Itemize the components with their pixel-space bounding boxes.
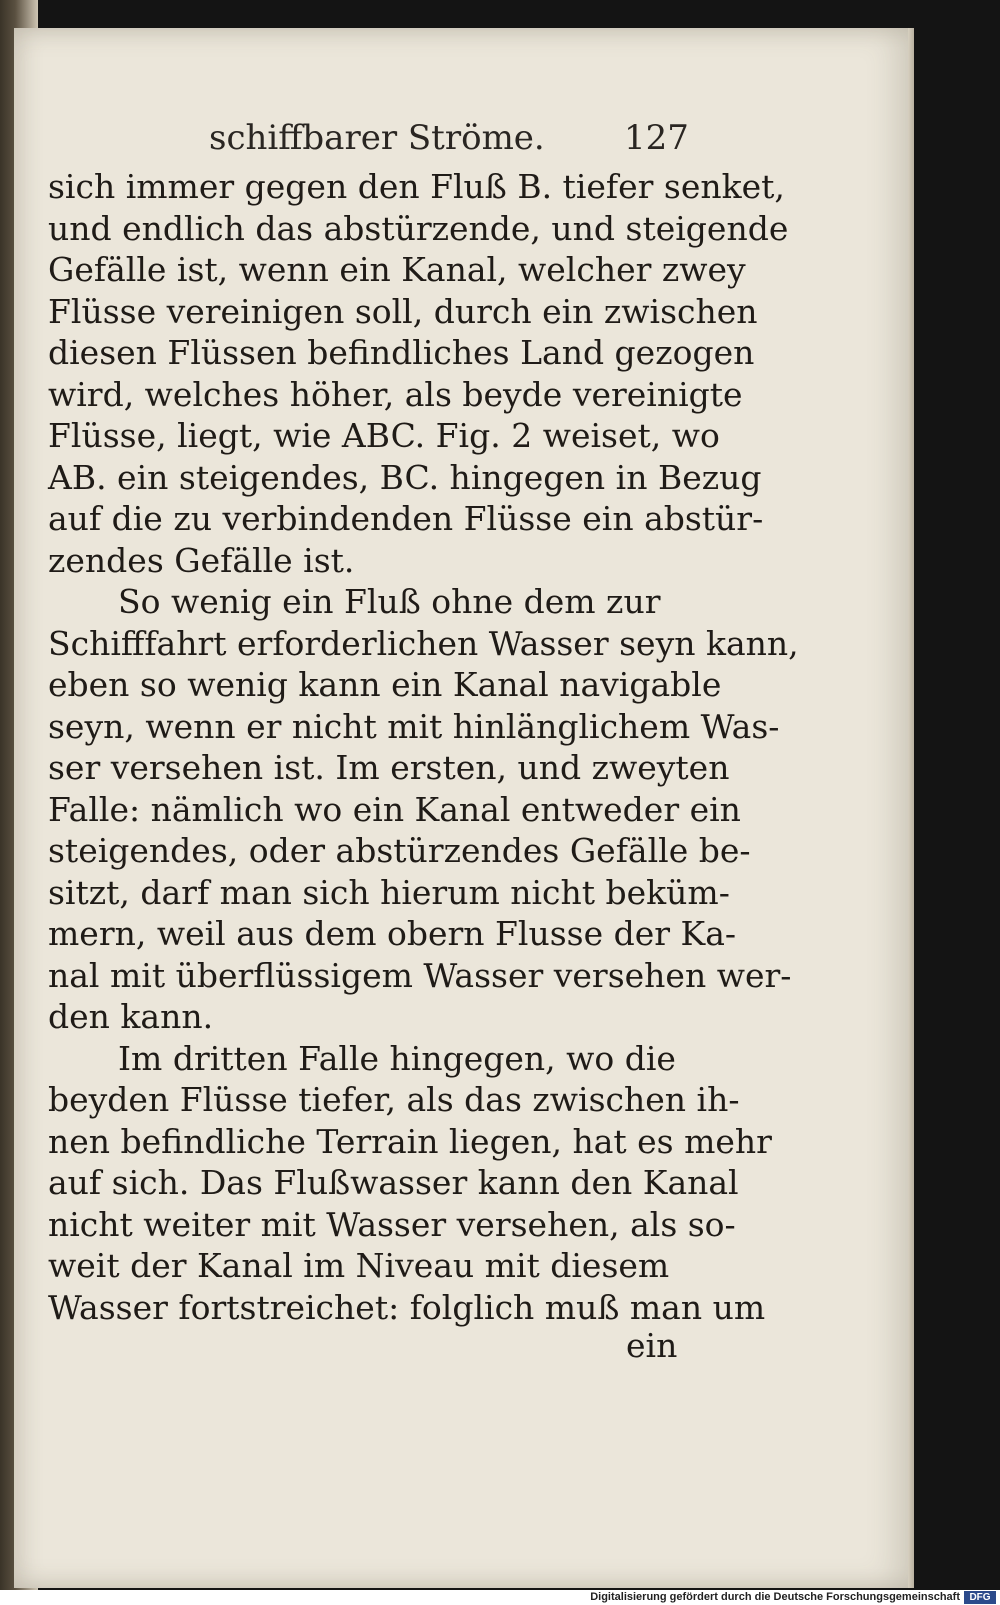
text-line: den kann. [48,997,214,1036]
dfg-logo: DFG [964,1591,996,1604]
running-head: schiffbarer Ströme. [209,118,545,158]
book-page [14,28,914,1588]
text-line: AB. ein steigendes, BC. hingegen in Bezug [48,457,762,497]
text-line: eben so wenig kann ein Kanal navigable [48,665,722,704]
funding-credit: Digitalisierung gefördert durch die Deutsche Forschungsgemeinschaft [590,1591,960,1603]
page-number: 127 [624,118,689,158]
text-line: Wasser fortstreichet: folglich muß man um [48,1287,766,1327]
text-line: Flüsse, liegt, wie ABC. Fig. 2 weiset, wo [48,416,720,455]
text-line: nen befindliche Terrain liegen, hat es mehr [48,1121,772,1161]
text-line: steigendes, oder abstürzendes Gefälle be- [48,831,751,870]
text-line: diesen Flüssen befindliches Land gezogen [48,333,755,372]
text-line: sitzt, darf man sich hierum nicht beküm- [48,872,730,912]
text-line: sich immer gegen den Fluß B. tiefer senket, [48,167,785,206]
text-line: und endlich das abstürzende, und steigende [48,208,789,248]
text-line: nicht weiter mit Wasser versehen, als so- [48,1204,736,1244]
text-line: So wenig ein Fluß ohne dem zur [118,582,661,621]
body-text [48,166,799,1328]
text-line: Falle: nämlich wo ein Kanal entweder ein [48,789,741,829]
text-line: Flüsse vereinigen soll, durch ein zwischen [48,291,758,331]
text-line: Im dritten Falle hingegen, wo die [118,1038,676,1078]
text-line: auf sich. Das Flußwasser kann den Kanal [48,1163,739,1202]
catchword: ein [626,1326,678,1365]
text-line: auf die zu verbindenden Flüsse ein abstür- [48,499,764,538]
text-line: Schifffahrt erforderlichen Wasser seyn kann, [48,623,799,663]
page-edge [908,28,914,1588]
text-line: weit der Kanal im Niveau mit diesem [48,1246,670,1285]
text-line: ser versehen ist. Im ersten, und zweyten [48,748,730,787]
text-line: nal mit überflüssigem Wasser versehen wer- [48,955,792,995]
text-line: mern, weil aus dem obern Flusse der Ka- [48,914,737,953]
text-line: beyden Flüsse tiefer, als das zwischen ih- [48,1080,740,1119]
text-line: seyn, wenn er nicht mit hinlänglichem Was- [48,706,780,746]
text-line: zendes Gefälle ist. [48,540,355,580]
text-line: wird, welches höher, als beyde vereinigte [48,374,743,414]
text-line: Gefälle ist, wenn ein Kanal, welcher zwey [48,250,746,289]
